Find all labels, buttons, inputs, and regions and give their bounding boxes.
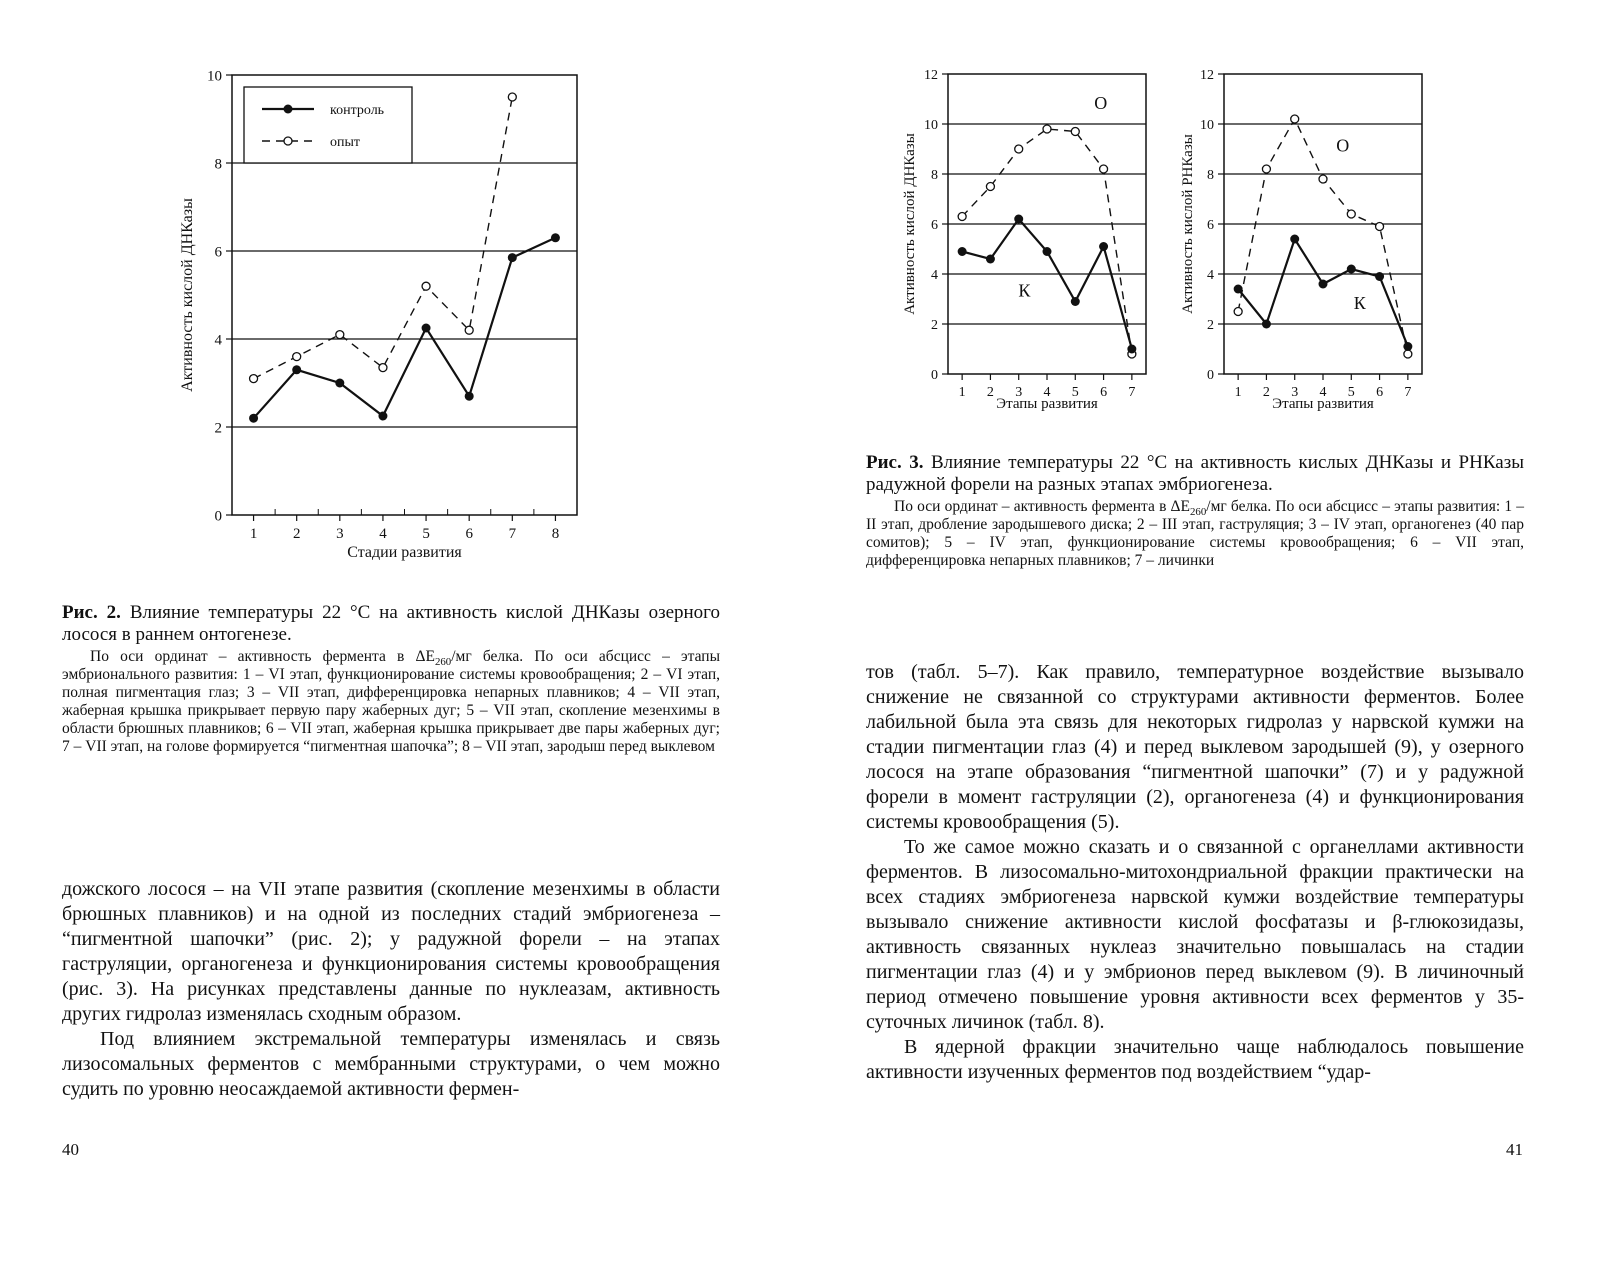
data-point-filled bbox=[1099, 242, 1108, 251]
data-point-open bbox=[250, 375, 258, 383]
y-tick-label: 4 bbox=[1207, 267, 1214, 283]
figure-3a-svg bbox=[900, 64, 1170, 436]
data-point-open bbox=[1100, 165, 1108, 173]
data-point-filled bbox=[249, 414, 258, 423]
series-annotation: К bbox=[1018, 280, 1031, 301]
x-tick-label: 3 bbox=[336, 526, 344, 542]
data-point-open bbox=[958, 213, 966, 221]
x-tick-label: 5 bbox=[1347, 385, 1355, 400]
y-tick-label: 0 bbox=[931, 367, 938, 383]
data-point-filled bbox=[1403, 342, 1412, 351]
figure-3-caption-title: Влияние температуры 22 °С на активность кислых ДНКазы и РНКазы радужной форели на разных этапах эмбриогенеза. bbox=[866, 452, 1524, 495]
x-tick-label: 4 bbox=[379, 526, 387, 542]
page-number-right: 41 bbox=[1506, 1140, 1523, 1159]
y-tick-label: 6 bbox=[214, 244, 222, 261]
y-tick-label: 2 bbox=[931, 317, 938, 333]
y-tick-label: 2 bbox=[1207, 317, 1214, 333]
left-body-text bbox=[62, 877, 720, 1102]
series-annotation: О bbox=[1094, 93, 1108, 113]
data-point-open bbox=[379, 364, 387, 372]
y-axis-label: Активность кислой ДНКазы bbox=[902, 133, 918, 315]
data-point-open bbox=[1234, 308, 1242, 316]
data-point-filled bbox=[1347, 265, 1356, 274]
series-line-dashed bbox=[962, 129, 1132, 354]
x-tick-label: 2 bbox=[1262, 385, 1270, 400]
x-tick-label: 8 bbox=[551, 526, 560, 542]
data-point-filled bbox=[378, 412, 387, 421]
y-tick-label: 6 bbox=[931, 217, 938, 233]
y-axis-label: Активность кислой РНКазы bbox=[1180, 134, 1196, 314]
series-line-solid bbox=[1238, 239, 1408, 347]
data-point-filled bbox=[1014, 215, 1023, 224]
data-point-open bbox=[422, 282, 430, 290]
y-tick-label: 12 bbox=[924, 67, 938, 83]
data-point-filled bbox=[1375, 272, 1384, 281]
figure-3b-svg bbox=[1178, 64, 1458, 436]
data-point-filled bbox=[465, 392, 474, 401]
y-tick-label: 8 bbox=[931, 167, 938, 183]
data-point-open bbox=[1376, 223, 1384, 231]
data-point-open bbox=[1262, 165, 1270, 173]
data-point-filled bbox=[1071, 297, 1080, 306]
y-tick-label: 10 bbox=[924, 117, 938, 133]
x-axis-label: Этапы развития bbox=[996, 396, 1098, 412]
x-tick-label: 3 bbox=[1291, 385, 1299, 400]
x-tick-label: 7 bbox=[508, 526, 517, 542]
data-point-filled bbox=[1043, 247, 1052, 256]
data-point-filled bbox=[958, 247, 967, 256]
data-point-open bbox=[1043, 125, 1051, 133]
x-axis-label: Стадии развития bbox=[347, 544, 462, 561]
figure-3-note-sub: 260 bbox=[1190, 506, 1207, 519]
figure-2-svg bbox=[170, 56, 610, 596]
x-tick-label: 1 bbox=[958, 385, 966, 400]
y-tick-label: 6 bbox=[1207, 217, 1214, 233]
figure-3-note-post: /мг белка. По оси абсцисс – этапы развития: 1 – II этап, дробление зародышевого диска; 2 – III этап, гаструляция; 3 – IV этап, органогенез (40 пар сомитов); 5 – IV этап, функционирование системы кровообращения; 6 – VII этап, дифференцировка непарных плавников; 7 – личинки bbox=[866, 498, 1524, 569]
x-tick-label: 3 bbox=[1015, 385, 1023, 400]
legend-box bbox=[244, 87, 412, 163]
data-point-open bbox=[1319, 175, 1327, 183]
x-tick-label: 4 bbox=[1319, 385, 1327, 400]
legend-marker-filled bbox=[284, 105, 293, 114]
data-point-open bbox=[336, 331, 344, 339]
figure-2-label: Рис. 2. bbox=[62, 602, 121, 623]
data-point-open bbox=[1291, 115, 1299, 123]
right-body-text bbox=[866, 660, 1524, 1085]
figure-3-note bbox=[866, 498, 1524, 570]
data-point-filled bbox=[1262, 320, 1271, 329]
figure-2-note bbox=[62, 648, 720, 756]
x-tick-label: 4 bbox=[1043, 385, 1051, 400]
y-tick-label: 10 bbox=[207, 68, 222, 85]
legend-label: контроль bbox=[330, 103, 385, 118]
y-tick-label: 0 bbox=[1207, 367, 1214, 383]
figure-3-label: Рис. 3. bbox=[866, 452, 924, 473]
data-point-open bbox=[986, 183, 994, 191]
data-point-filled bbox=[508, 253, 517, 262]
data-point-filled bbox=[551, 233, 560, 242]
x-tick-label: 7 bbox=[1128, 385, 1136, 400]
y-tick-label: 8 bbox=[1207, 167, 1214, 183]
data-point-open bbox=[1404, 350, 1412, 358]
y-tick-label: 10 bbox=[1200, 117, 1214, 133]
left-paragraph-2: Под влиянием экстремальной температуры изменялась и связь лизосомальных ферментов с мембранными структурами, о чем можно судить по уровню неосаждаемой активности фермен- bbox=[62, 1028, 720, 1100]
figure-3-caption bbox=[866, 452, 1524, 496]
y-tick-label: 4 bbox=[931, 267, 938, 283]
data-point-filled bbox=[1127, 345, 1136, 354]
x-tick-label: 1 bbox=[249, 526, 258, 542]
y-tick-label: 12 bbox=[1200, 67, 1214, 83]
x-tick-label: 6 bbox=[465, 526, 473, 542]
x-tick-label: 1 bbox=[1234, 385, 1242, 400]
data-point-open bbox=[293, 353, 301, 361]
data-point-open bbox=[1071, 128, 1079, 136]
legend-marker-open bbox=[284, 137, 292, 145]
x-tick-label: 6 bbox=[1376, 385, 1384, 400]
right-paragraph-2: То же самое можно сказать и о связанной с органеллами активности ферментов. В лизосомально-митохондриальной фракции практически на всех стадиях эмбриогенеза нарвской кумжи воздействие температуры вызывало снижение активности кислой фосфатазы и β-глюкозидазы, активность связанных нуклеаз значительно повышалась на стадии пигментации глаз (4) и у эмбрионов перед выклевом (9). В личиночный период отмечено повышение уровня активности всех ферментов у 35-суточных личинок (табл. 8). bbox=[866, 836, 1524, 1033]
figure-3-note-pre: По оси ординат – активность фермента в ΔE bbox=[894, 498, 1190, 515]
x-tick-label: 2 bbox=[292, 526, 301, 542]
right-paragraph-1: тов (табл. 5–7). Как правило, температурное воздействие вызывало снижение не связанной со структурами активности ферментов. Более лабильной была эта связь для некоторых гидролаз у нарвской кумжи на стадии пигментации глаз (4) и перед выклевом зародышей (9), у озерного лосося на этапе образования “пигментной шапочки” (7) и у радужной форели в момент гаструляции (2), органогенеза (4) и функционирования системы кровообращения (5). bbox=[866, 661, 1524, 833]
x-tick-label: 5 bbox=[1071, 385, 1079, 400]
data-point-filled bbox=[986, 255, 995, 264]
data-point-open bbox=[1015, 145, 1023, 153]
data-point-open bbox=[1347, 210, 1355, 218]
data-point-open bbox=[508, 93, 516, 101]
figure-3b-chart bbox=[1178, 64, 1458, 436]
data-point-filled bbox=[335, 379, 344, 388]
y-tick-label: 0 bbox=[214, 508, 222, 525]
series-line-solid bbox=[962, 219, 1132, 349]
data-point-filled bbox=[292, 365, 301, 374]
figure-2-caption bbox=[62, 602, 720, 646]
figure-2-note-pre: По оси ординат – активность фермента в ΔE bbox=[90, 648, 435, 665]
series-line-dashed bbox=[1238, 119, 1408, 354]
series-annotation: О bbox=[1336, 135, 1350, 156]
y-axis-label: Активность кислой ДНКазы bbox=[179, 198, 196, 392]
x-tick-label: 2 bbox=[986, 385, 994, 400]
figure-3a-chart bbox=[900, 64, 1170, 436]
figure-2-note-post: /мг белка. По оси абсцисс – этапы эмбрионального развития: 1 – VI этап, функционирование системы кровообращения; 2 – VI этап, полная пигментация глаз; 3 – VII этап, дифференцировка непарных плавников; 4 – VII этап, жаберная крышка прикрывает первую пару жаберных дуг; 5 – VII этап, скопление мезенхимы в области брюшных плавников; 6 – VII этап, жаберная крышка прикрывает две пары жаберных дуг; 7 – VII этап, на голове формируется “пигментная шапочка”; 8 – VII этап, зародыш перед выклевом bbox=[62, 648, 720, 755]
x-tick-label: 6 bbox=[1100, 385, 1108, 400]
y-tick-label: 8 bbox=[214, 156, 222, 173]
data-point-filled bbox=[1319, 280, 1328, 289]
right-paragraph-3: В ядерной фракции значительно чаще наблюдалось повышение активности изученных ферментов под воздействием “удар- bbox=[866, 1036, 1524, 1083]
legend-label: опыт bbox=[330, 135, 361, 150]
x-axis-label: Этапы развития bbox=[1272, 396, 1374, 412]
x-tick-label: 7 bbox=[1404, 385, 1412, 400]
figure-2-note-sub: 260 bbox=[434, 656, 452, 669]
y-tick-label: 4 bbox=[214, 332, 222, 349]
data-point-filled bbox=[1234, 285, 1243, 294]
page-number-left: 40 bbox=[62, 1140, 79, 1159]
x-tick-label: 5 bbox=[422, 526, 430, 542]
data-point-open bbox=[465, 326, 473, 334]
data-point-filled bbox=[422, 324, 431, 333]
figure-2-caption-title: Влияние температуры 22 °С на активность кислой ДНКазы озерного лосося в раннем онтогенезе. bbox=[62, 602, 720, 645]
figure-2-chart bbox=[170, 56, 610, 596]
y-tick-label: 2 bbox=[214, 420, 222, 437]
data-point-filled bbox=[1290, 235, 1299, 244]
left-paragraph-1: дожского лосося – на VII этапе развития (скопление мезенхимы в области брюшных плавников) и на одной из последних стадий эмбриогенеза – “пигментной шапочки” (рис. 2); у радужной форели – на этапах гаструляции, органогенеза и функционирования системы кровообращения (рис. 3). На рисунках представлены данные по нуклеазам, активность других гидролаз изменялась сходным образом. bbox=[62, 878, 720, 1025]
series-annotation: К bbox=[1353, 293, 1366, 313]
